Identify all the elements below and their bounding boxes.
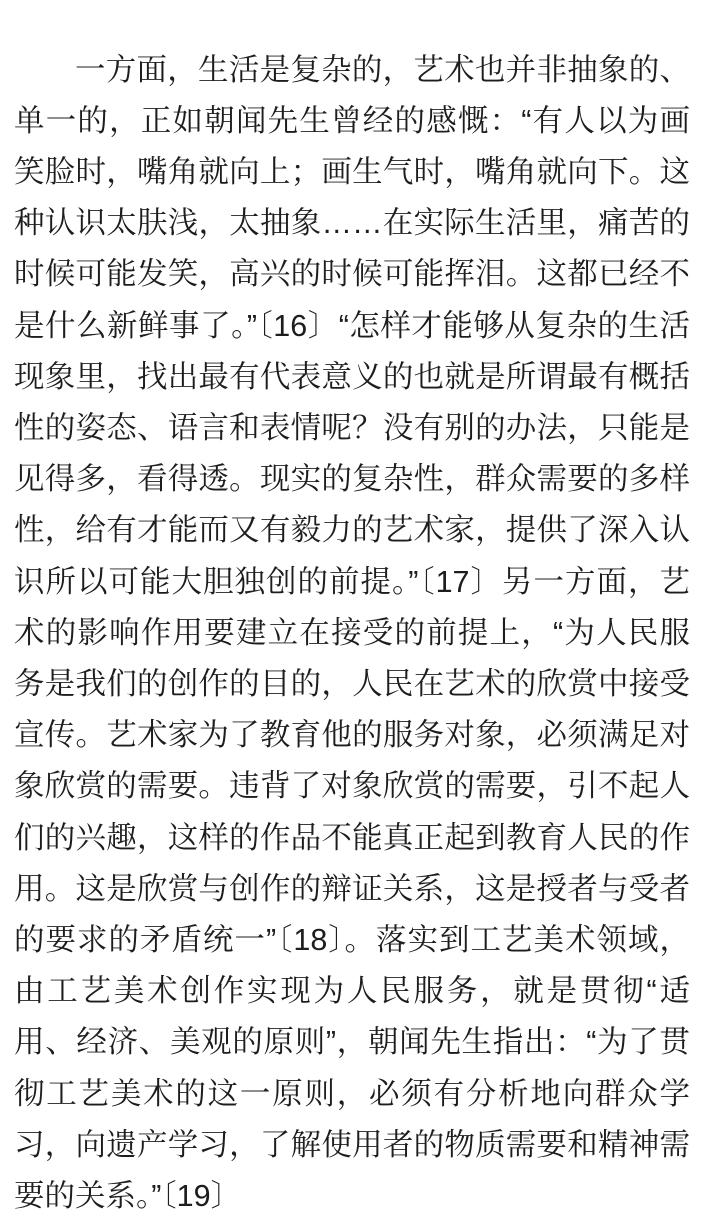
body-paragraph: 一方面，生活是复杂的，艺术也并非抽象的、单一的，正如朝闻先生曾经的感慨：“有人以为画笑脸时，嘴角就向上；画生气时，嘴角就向下。这种认识太肤浅，太抽象……在实际生活里，痛苦的时候可能发笑，高兴的时候可能挥泪。这都已经不是什么新鲜事了。”〔16〕“怎样才能够从复杂的生活现象里，找出最有代表意义的也就是所谓最有概括性的姿态、语言和表情呢？没有别的办法，只能是见得多，看得透。现实的复杂性，群众需要的多样性，给有才能而又有毅力的艺术家，提供了深入认识所以可能大胆独创的前提。”〔17〕另一方面，艺术的影响作用要建立在接受的前提上，“为人民服务是我们的创作的目的，人民在艺术的欣赏中接受宣传。艺术家为了教育他的服务对象，必须满足对象欣赏的需要。违背了对象欣赏的需要，引不起人们的兴趣，这样的作品不能真正起到教育人民的作用。这是欣赏与创作的辩证关系，这是授者与受者的要求的矛盾统一”〔18〕。落实到工艺美术领域，由工艺美术创作实现为人民服务，就是贯彻“适用、经济、美观的原则”，朝闻先生指出：“为了贯彻工艺美术的这一原则，必须有分析地向群众学习，向遗产学习，了解使用者的物质需要和精神需要的关系。”〔19〕 <box>14 45 690 1222</box>
